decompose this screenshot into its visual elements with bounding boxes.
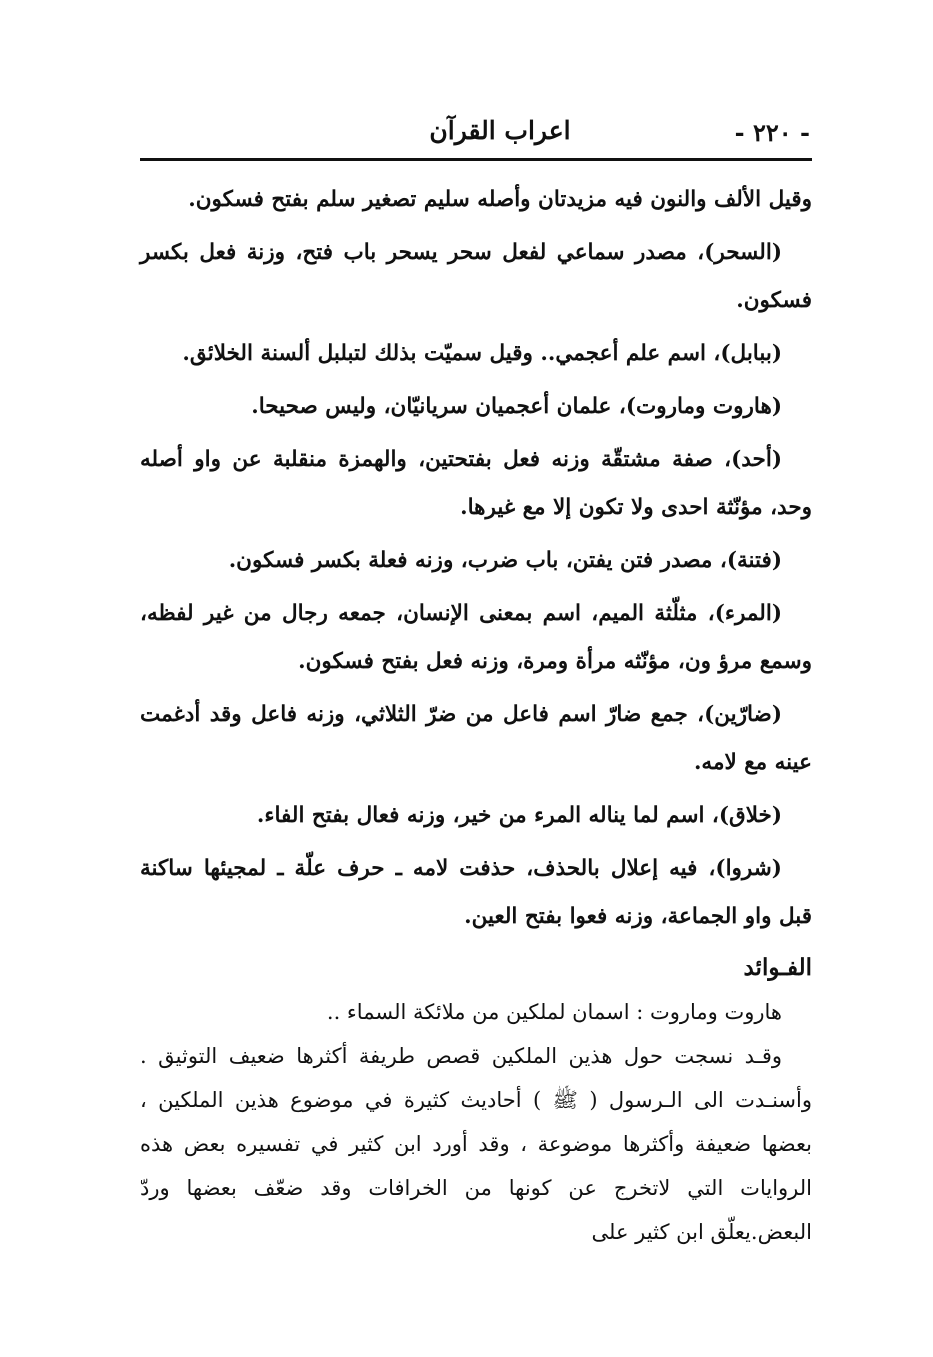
running-header <box>140 118 812 158</box>
entry-paragraph: (السحر)، مصدر سماعي لفعل سحر يسحر باب فتح، وزنة فعل بكسر فسكون. <box>140 240 812 313</box>
benefits-line: هاروت وماروت : اسمان لملكين من ملائكة السماء .. <box>326 1000 782 1024</box>
entry-paragraph: (خلاق)، اسم لما يناله المرء من خير، وزنه فعال بفتح الفاء. <box>256 803 782 828</box>
entry-paragraph: (ببابل)، اسم علم أعجمي.. وقيل سميّت بذلك لتبلبل ألسنة الخلائق. <box>182 341 782 366</box>
header-divider <box>140 158 812 161</box>
body-text <box>140 176 812 1254</box>
entry-paragraph: (شروا)، فيه إعلال بالحذف، حذفت لامه ـ حرف علّة ـ لمجيئها ساكنة قبل واو الجماعة، وزنه فعوا بفتح العين. <box>140 856 812 929</box>
section-heading: الفـوائد <box>743 954 812 981</box>
entry-paragraph: (أحد)، صفة مشتقّة وزنه فعل بفتحتين، والهمزة منقلبة عن واو أصله وحد، مؤنّثة احدى ولا تكون إلا مع غيرها. <box>140 447 812 520</box>
benefits-paragraph: وقـد نسجت حول هذين الملكين قصص طريفة أكثرها ضعيف التوثيق . وأسنـدت الى الـرسول ( ﷺ ) أحاديث كثيرة في موضوع هذين الملكين ، بعضها ضعيفة وأكثرها موضوعة ، وقد أورد ابن كثير في تفسيره بعض هذه الروايات التي لاتخرج عن كونها من الخرافات وقد ضعّف بعضها وردّ البعض.يعلّق ابن كثير على <box>140 1044 812 1244</box>
book-title: اعراب القرآن <box>429 116 571 145</box>
entry-paragraph: (المرء)، مثلّثة الميم، اسم بمعنى الإنسان، جمعه رجال من غير لفظه، وسمع مرؤ ون، مؤنّثه مرأة ومرة، وزنه فعل بفتح فسكون. <box>140 601 812 674</box>
benefits-section <box>140 990 812 1254</box>
page-number: - ٢٢٠ - <box>734 118 810 147</box>
entry-paragraph: (فتنة)، مصدر فتن يفتن، باب ضرب، وزنه فعلة بكسر فسكون. <box>228 548 782 573</box>
entry-paragraph: (ضارّين)، جمع ضارّ اسم فاعل من ضرّ الثلاثي، وزنه فاعل وقد أدغمت عينه مع لامه. <box>140 702 812 775</box>
entry-paragraph: (هاروت وماروت)، علمان أعجميان سريانيّان، وليس صحيحا. <box>251 394 782 419</box>
entry-paragraph: وقيل الألف والنون فيه مزيدتان وأصله سليم تصغير سلم بفتح فسكون. <box>188 187 812 212</box>
